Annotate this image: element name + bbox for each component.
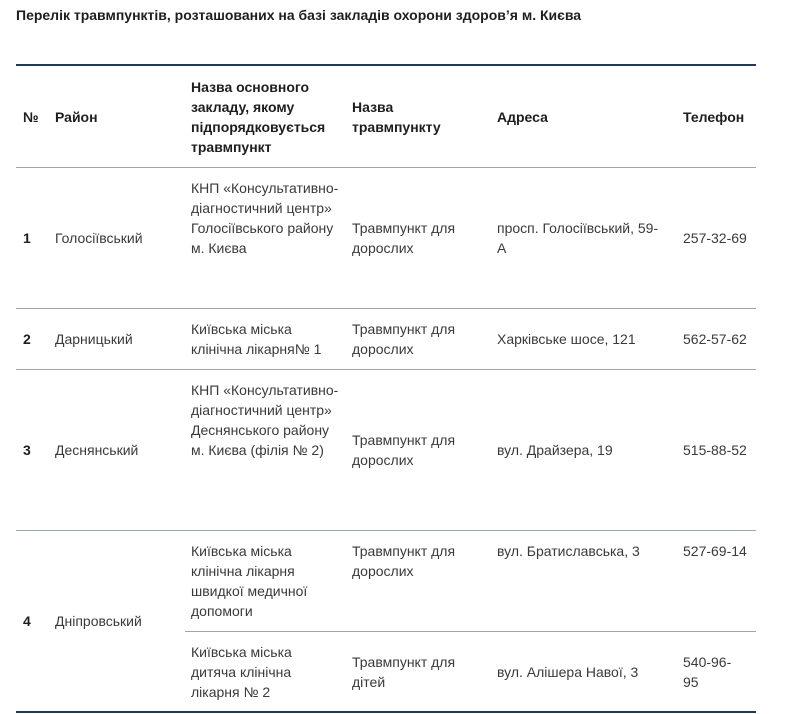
header-district: Район	[55, 109, 98, 125]
row-traumapoint: Травмпункт для дітей	[352, 654, 456, 690]
row-divider	[16, 167, 756, 168]
row-phone: 540-96-95	[683, 654, 732, 690]
row-district: Деснянський	[55, 442, 139, 458]
row-district: Дарницький	[55, 331, 133, 347]
row-num: 3	[23, 442, 31, 458]
row-traumapoint: Травмпункт для дорослих	[352, 321, 456, 357]
row-district: Дніпровський	[55, 613, 142, 629]
row-facility: Київська міська клінічна лікарня швидкої медичної допомоги	[191, 543, 308, 619]
table-bottom-rule	[16, 711, 756, 713]
row-facility: Київська міська клінічна лікарня№ 1	[191, 321, 322, 357]
header-traumapoint: Назва травмпункту	[352, 99, 441, 135]
row-district: Голосіївський	[55, 230, 143, 246]
row-traumapoint: Травмпункт для дорослих	[352, 432, 456, 468]
header-phone: Телефон	[683, 109, 745, 125]
row-divider	[16, 308, 756, 309]
row-facility: КНП «Консультативно-діагностичний центр» Голосіївського району м. Києва	[191, 180, 339, 256]
subrow-divider	[185, 631, 756, 632]
row-facility: КНП «Консультативно-діагностичний центр» Деснянського району м. Києва (філія № 2)	[191, 382, 339, 458]
header-address: Адреса	[497, 109, 548, 125]
table-top-rule	[16, 64, 756, 66]
row-num: 2	[23, 331, 31, 347]
row-num: 4	[23, 613, 31, 629]
row-address: вул. Алішера Навої, 3	[497, 664, 639, 680]
row-phone: 562-57-62	[683, 331, 747, 347]
row-divider	[16, 369, 756, 370]
row-phone: 257-32-69	[683, 230, 747, 246]
header-main-facility: Назва основного закладу, якому підпорядковується травмпункт	[191, 79, 326, 155]
row-phone: 527-69-14	[683, 543, 747, 559]
row-facility: Київська міська дитяча клінічна лікарня № 2	[191, 644, 292, 700]
row-num: 1	[23, 230, 31, 246]
row-traumapoint: Травмпункт для дорослих	[352, 543, 456, 579]
row-divider	[16, 530, 756, 531]
row-phone: 515-88-52	[683, 442, 747, 458]
row-traumapoint: Травмпункт для дорослих	[352, 220, 456, 256]
row-address: вул. Драйзера, 19	[497, 442, 613, 458]
row-address: Харківське шосе, 121	[497, 331, 636, 347]
row-address: вул. Братиславська, 3	[497, 543, 640, 559]
page-title: Перелік травмпунктів, розташованих на базі закладів охорони здоров’я м. Києва	[16, 7, 582, 23]
row-address: просп. Голосіївський, 59-А	[497, 220, 659, 256]
header-num: №	[23, 109, 39, 125]
